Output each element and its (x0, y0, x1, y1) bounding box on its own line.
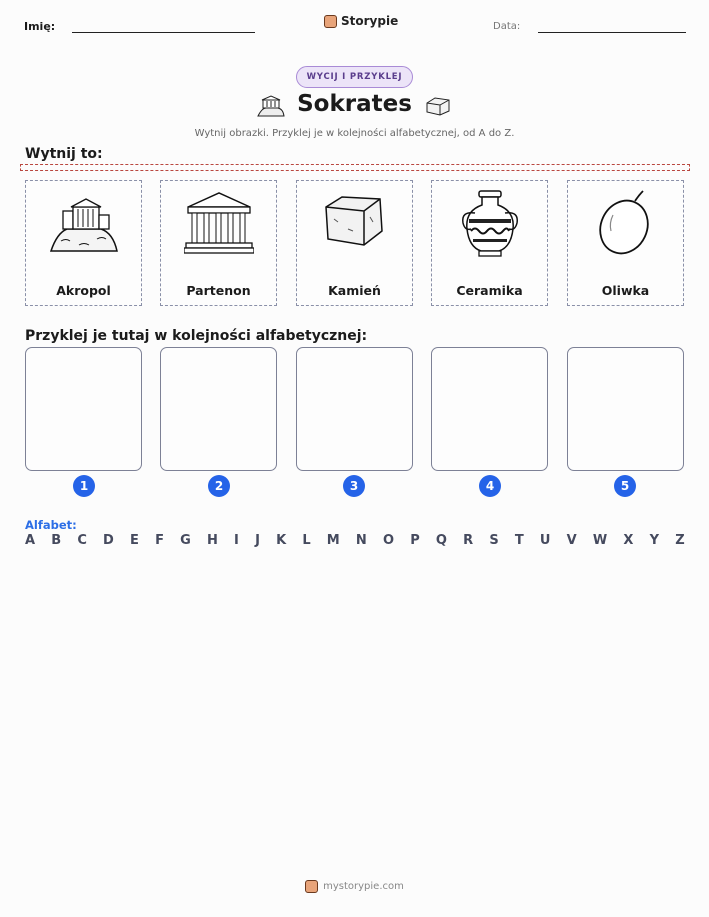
page-title: Sokrates (297, 91, 412, 117)
instructions: Wytnij obrazki. Przyklej je w kolejności alfabetycznej, od A do Z. (194, 128, 515, 139)
parthenon-icon (184, 189, 254, 255)
cut-line (20, 164, 690, 171)
alphabet-letter: O (382, 533, 395, 548)
paste-slot-2[interactable] (160, 347, 277, 471)
acropolis-icon (49, 189, 119, 255)
cut-card-kamien[interactable] (296, 180, 413, 306)
alphabet-letter: A (25, 533, 36, 548)
paste-slot-3[interactable] (296, 347, 413, 471)
alphabet-letter: G (180, 533, 191, 548)
slot-number: 3 (343, 475, 365, 497)
cut-card-ceramika[interactable] (431, 180, 548, 306)
card-label: Oliwka (601, 283, 650, 298)
alphabet-letter: B (51, 533, 62, 548)
olive-icon (591, 189, 661, 255)
brand-name: Storypie (341, 14, 399, 28)
alphabet-letter: Q (435, 533, 447, 548)
alphabet-letter: X (623, 533, 634, 548)
paste-heading: Przyklej je tutaj w kolejności alfabetycznej: (25, 328, 368, 344)
alphabet-letter: Z (675, 533, 685, 548)
alphabet-letter: P (410, 533, 420, 548)
name-field[interactable] (72, 32, 255, 33)
cut-card-oliwka[interactable] (567, 180, 684, 306)
alphabet-letter: K (276, 533, 287, 548)
brand-logo (324, 14, 398, 28)
cut-card-partenon[interactable] (160, 180, 277, 306)
alphabet-letter: H (206, 533, 218, 548)
alphabet-letter: I (234, 533, 239, 548)
alphabet-heading: Alfabet: (25, 518, 77, 532)
storypie-logo-icon (305, 880, 318, 893)
alphabet-row (25, 533, 685, 548)
name-label: Imię: (24, 20, 56, 33)
alphabet-letter: Y (649, 533, 660, 548)
slot-number: 5 (614, 475, 636, 497)
date-label: Data: (493, 21, 521, 32)
card-label: Akropol (56, 283, 111, 298)
alphabet-letter: M (326, 533, 340, 548)
alphabet-letter: E (130, 533, 139, 548)
cut-heading: Wytnij to: (25, 146, 103, 162)
activity-badge: WYCIJ I PRZYKLEJ (296, 66, 413, 88)
alphabet-letter: S (489, 533, 499, 548)
alphabet-letter: T (514, 533, 524, 548)
slot-number: 4 (479, 475, 501, 497)
date-field[interactable] (538, 32, 686, 33)
alphabet-letter: F (155, 533, 164, 548)
card-label: Kamień (328, 283, 381, 298)
alphabet-letter: J (255, 533, 260, 548)
alphabet-letter: C (77, 533, 87, 548)
alphabet-letter: V (566, 533, 577, 548)
alphabet-letter: W (592, 533, 608, 548)
card-label: Ceramika (456, 283, 523, 298)
footer-url[interactable]: mystorypie.com (323, 881, 404, 892)
storypie-logo-icon (324, 15, 337, 28)
stone-small-icon (424, 95, 452, 117)
vase-icon (455, 189, 525, 259)
paste-slot-1[interactable] (25, 347, 142, 471)
alphabet-letter: N (355, 533, 367, 548)
alphabet-letter: L (302, 533, 311, 548)
card-label: Partenon (186, 283, 251, 298)
stone-icon (320, 189, 390, 255)
paste-slot-4[interactable] (431, 347, 548, 471)
alphabet-letter: R (463, 533, 474, 548)
cut-card-akropol[interactable] (25, 180, 142, 306)
slot-number: 2 (208, 475, 230, 497)
slot-number: 1 (73, 475, 95, 497)
footer (0, 880, 709, 893)
alphabet-letter: U (539, 533, 551, 548)
paste-slot-5[interactable] (567, 347, 684, 471)
alphabet-letter: D (103, 533, 114, 548)
